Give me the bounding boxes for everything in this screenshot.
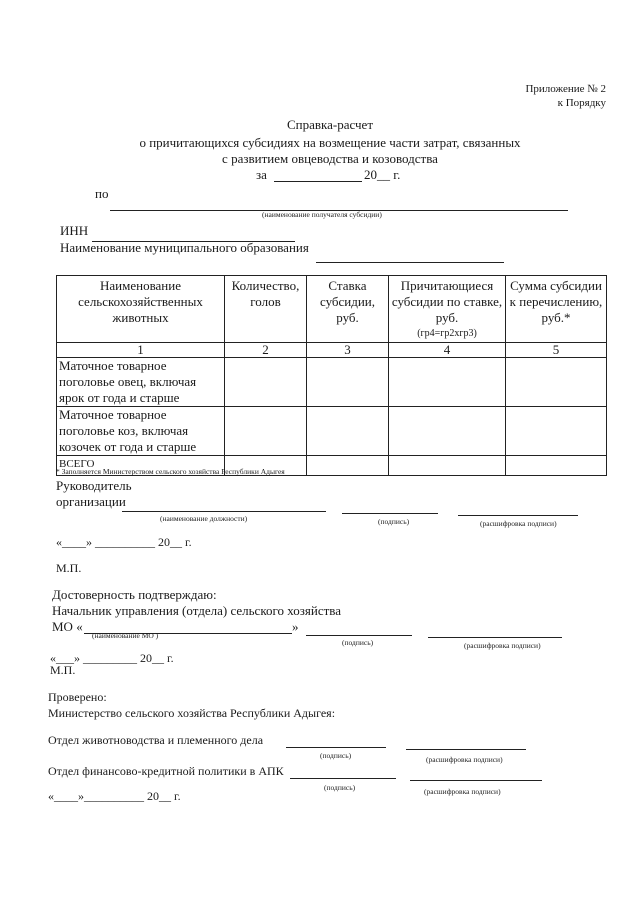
title-line3: с развитием овцеводства и козоводства [222,151,438,166]
dept2-cap-signature: (подпись) [324,783,356,792]
head-date: «____» __________ 20__ г. [56,535,192,549]
head-stamp: М.П. [56,561,82,575]
title-date-year: 20__ г. [364,167,401,182]
col-number-5: 5 [506,343,607,358]
appendix-line1: Приложение № 2 [525,83,606,95]
head-signature-field[interactable] [342,513,438,514]
col-number-1: 1 [57,343,225,358]
dept1-signature-field[interactable] [286,747,386,748]
confirm-date: «___» _________ 20__ г. [50,651,174,665]
table-row [57,358,607,407]
cell-goats-due[interactable] [389,407,506,456]
dept1-decode-field[interactable] [406,749,526,750]
checked-line1: Проверено: [48,690,107,704]
col-header-due-label: Причитающиеся субсидии по ставке, руб. [391,278,503,325]
appendix-line2: к Порядку [557,97,606,109]
row-label-sheep: Маточное товарное поголовье овец, включая ярок от года и старше [57,358,225,407]
confirm-line2: Начальник управления (отдела) сельского хозяйства [52,603,342,618]
cell-sheep-due[interactable] [389,358,506,407]
title-date-blank[interactable] [274,181,362,182]
municipality-field[interactable] [316,262,504,263]
dept2-decode-field[interactable] [410,780,542,781]
cell-sheep-total[interactable] [506,358,607,407]
col-header-count: Количество, голов [225,276,307,343]
row-label-total: ВСЕГО [57,456,225,476]
cell-goats-rate[interactable] [307,407,389,456]
head-line1: Руководитель [56,478,132,493]
head-decode-field[interactable] [458,515,578,516]
confirm-decode-field[interactable] [428,637,562,638]
title-date-prefix: за [256,167,267,182]
cell-goats-count[interactable] [225,407,307,456]
title-line2: о причитающихся субсидиях на возмещение части затрат, связанных [139,135,521,150]
cell-total-rate[interactable] [307,456,389,476]
head-cap-position: (наименование должности) [160,514,248,523]
col-header-rate: Ставка субсидии, руб. [307,276,389,343]
confirm-mo-prefix: МО « [52,619,83,634]
col-number-4: 4 [389,343,506,358]
confirm-mo-suffix: » [292,619,299,634]
checked-dept2: Отдел финансово-кредитной политики в АПК [48,764,284,778]
checked-date: «____»__________ 20__ г. [48,789,181,803]
col-header-due-formula: (гр4=гр2хгр3) [417,328,477,339]
dept2-cap-decode: (расшифровка подписи) [424,787,501,796]
page-title: Справка-расчет [286,117,374,132]
dept2-signature-field[interactable] [290,778,396,779]
table-footnote: * Заполняется Министерством сельского хозяйства Республики Адыгея [56,467,285,476]
head-position-field[interactable] [122,511,326,512]
cell-total-sum[interactable] [506,456,607,476]
head-line2: организации [56,494,126,509]
subsidy-table [56,275,607,476]
table-row [57,407,607,456]
inn-label: ИНН [60,223,89,238]
head-cap-decode: (расшифровка подписи) [480,519,557,528]
recipient-prefix: по [95,186,109,201]
dept1-cap-signature: (подпись) [320,751,352,760]
recipient-caption: (наименование получателя субсидии) [262,210,382,219]
col-number-2: 2 [225,343,307,358]
confirm-cap-mo: (наименование МО ) [92,631,159,640]
dept1-cap-decode: (расшифровка подписи) [426,755,503,764]
cell-sheep-rate[interactable] [307,358,389,407]
col-header-total: Сумма субсидии к перечислению, руб.* [506,276,607,343]
municipality-label: Наименование муниципального образования [60,240,309,255]
confirm-cap-signature: (подпись) [342,638,374,647]
checked-line2: Министерство сельского хозяйства Республики Адыгея: [48,706,336,720]
confirm-signature-field[interactable] [306,635,412,636]
confirm-line1: Достоверность подтверждаю: [52,587,217,602]
row-label-goats: Маточное товарное поголовье коз, включая козочек от года и старше [57,407,225,456]
col-header-due [389,276,506,343]
col-header-animals: Наименование сельскохозяйственных животных [57,276,225,343]
confirm-stamp: М.П. [50,663,76,677]
cell-sheep-count[interactable] [225,358,307,407]
cell-total-due[interactable] [389,456,506,476]
confirm-cap-decode: (расшифровка подписи) [464,641,541,650]
head-cap-signature: (подпись) [378,517,410,526]
cell-goats-total[interactable] [506,407,607,456]
col-number-3: 3 [307,343,389,358]
checked-dept1: Отдел животноводства и племенного дела [48,733,264,747]
